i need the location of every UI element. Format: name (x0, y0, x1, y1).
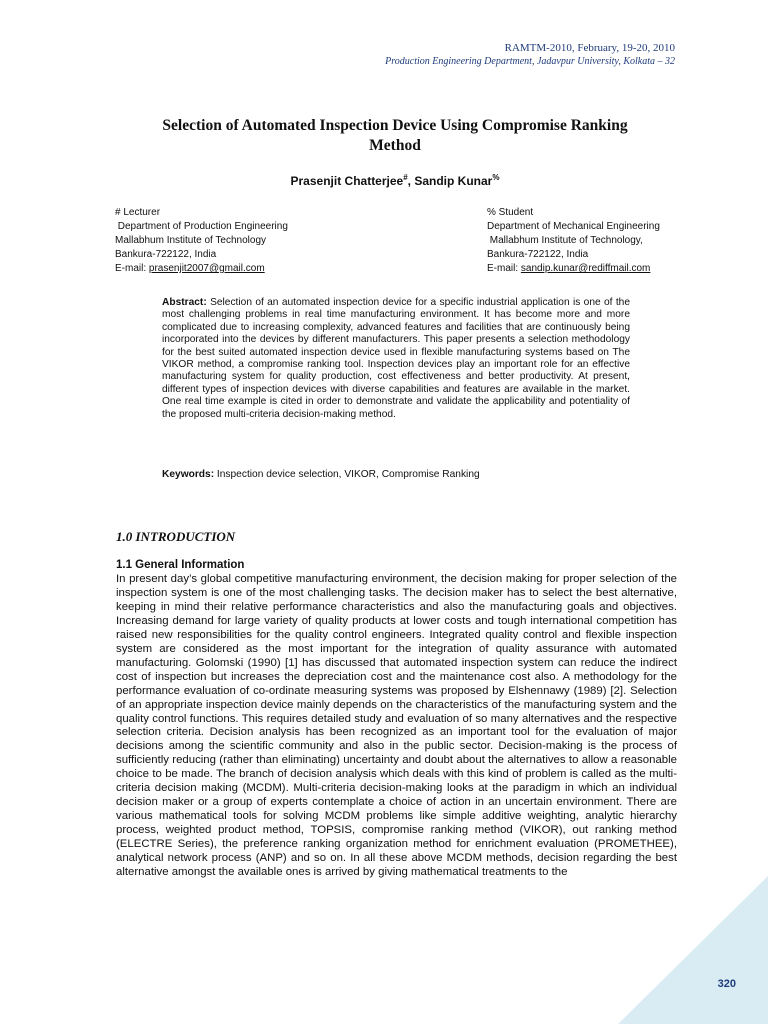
affiliation-email-line (487, 262, 660, 276)
email-link[interactable]: prasenjit2007@gmail.com (148, 263, 265, 274)
affiliation-role: # Lecturer (115, 207, 161, 218)
email-label: E-mail: (487, 263, 521, 274)
keywords (162, 469, 630, 480)
affiliation-dept: Department of Production Engineering (115, 221, 288, 232)
page-header (385, 42, 675, 68)
author-1-mark: # (403, 173, 408, 182)
affiliation-address: Bankura-722122, India (115, 249, 217, 260)
affiliation-dept: Department of Mechanical Engineering (487, 221, 660, 232)
abstract (162, 297, 630, 421)
page-number: 320 (717, 978, 736, 990)
section-body: In present day’s global competitive manufacturing environment, the decision making for proper selection of the inspection system is one of the most challenging tasks. The decision maker has to select the best alternative, keeping in mind their relative performance characteristics and also the manufacturing goals and objectives. Increasing demand for large variety of quality products at lower costs and tough international competition has raised new responsibilities for the quality control engineers. Integrated quality control and flexible inspection system are considered as the most important for the integration of quality assurance with automated manufacturing. Golomski (1990) [1] has discussed that automated inspection system can reduce the indirect cost of inspection but increases the depreciation cost and the maintenance cost also. A methodology for the performance evaluation of co-ordinate measuring systems was proposed by Elshennawy (1989) [2]. Selection of an appropriate inspection device mainly depends on the characteristics of the manufacturing system and the quality control functions. This requires detailed study and evaluation of so many alternatives and the respective selection criteria. Decision analysis has been recognized as an important tool for the evaluation of major decisions among the scientific community and also in the public sector. Decision-making is the process of sufficiently reducing (rather than eliminating) uncertainty and doubt about the alternatives to allow a reasonable choice to be made. The branch of decision analysis which deals with this kind of problem is called as the multi-criteria decision making (MCDM). Multi-criteria decision-making looks at the paradigm in which an individual decision maker or a group of experts contemplate a choice of action in an uncertain environment. There are various mathematical tools for solving MCDM problems like simple additive weighting, analytic hierarchy process, weighted product method, TOPSIS, compromise ranking method (VIKOR), out ranking method (ELECTRE Series), the preference ranking organization method for enrichment evaluation (PROMETHEE), analytical network process (ANP) and so on. In all these above MCDM methods, decision regarding the best alternative amongst the available ones is arrived by giving mathematical treatments to the (116, 573, 677, 879)
title-line-2: Method (369, 137, 421, 154)
email-label: E-mail: (115, 263, 149, 274)
affiliation-email-line (115, 262, 288, 276)
conference-name: RAMTM-2010, February, 19-20, 2010 (504, 42, 675, 54)
author-2-mark: % (492, 173, 500, 182)
email-link[interactable]: sandip.kunar@rediffmail.com (520, 263, 651, 274)
title-line-1: Selection of Automated Inspection Device Using Compromise Ranking (162, 117, 628, 134)
keywords-text: Inspection device selection, VIKOR, Compromise Ranking (214, 469, 480, 480)
affiliation-role: % Student (487, 207, 534, 218)
author-1: Prasenjit Chatterjee (290, 174, 404, 188)
author-list (100, 173, 690, 188)
conference-department: Production Engineering Department, Jadavpur University, Kolkata – 32 (385, 56, 675, 67)
affiliation-address: Bankura-722122, India (487, 249, 589, 260)
affiliation-right (487, 206, 660, 276)
affiliation-left (115, 206, 288, 276)
author-separator: , (407, 174, 415, 188)
affiliation-institute: Mallabhum Institute of Technology (115, 235, 267, 246)
author-2: Sandip Kunar (414, 174, 493, 188)
affiliation-institute: Mallabhum Institute of Technology, (487, 235, 643, 246)
paper-title (100, 116, 690, 156)
abstract-label: Abstract: (162, 297, 207, 308)
corner-decoration (618, 876, 768, 1024)
subsection-heading: 1.1 General Information (116, 559, 245, 571)
section-heading: 1.0 INTRODUCTION (116, 529, 236, 544)
keywords-label: Keywords: (162, 469, 215, 480)
abstract-text: Selection of an automated inspection device for a specific industrial application is one of the most challenging problems in real time manufacturing environment. It has become more and more complicated due to increasing complexity, advanced features and facilities that are continuously being incorporated into the devices by different manufacturers. This paper presents a selection methodology for the best suited automated inspection device used in flexible manufacturing systems based on The VIKOR method, a compromise ranking tool. Inspection devices play an important role for an effective manufacturing system for quality production, cost effectiveness and better productivity. At present, different types of inspection devices with diverse capabilities and features are available in the market. One real time example is cited in order to demonstrate and validate the applicability and potentiality of the proposed multi-criteria decision-making method. (162, 297, 630, 420)
